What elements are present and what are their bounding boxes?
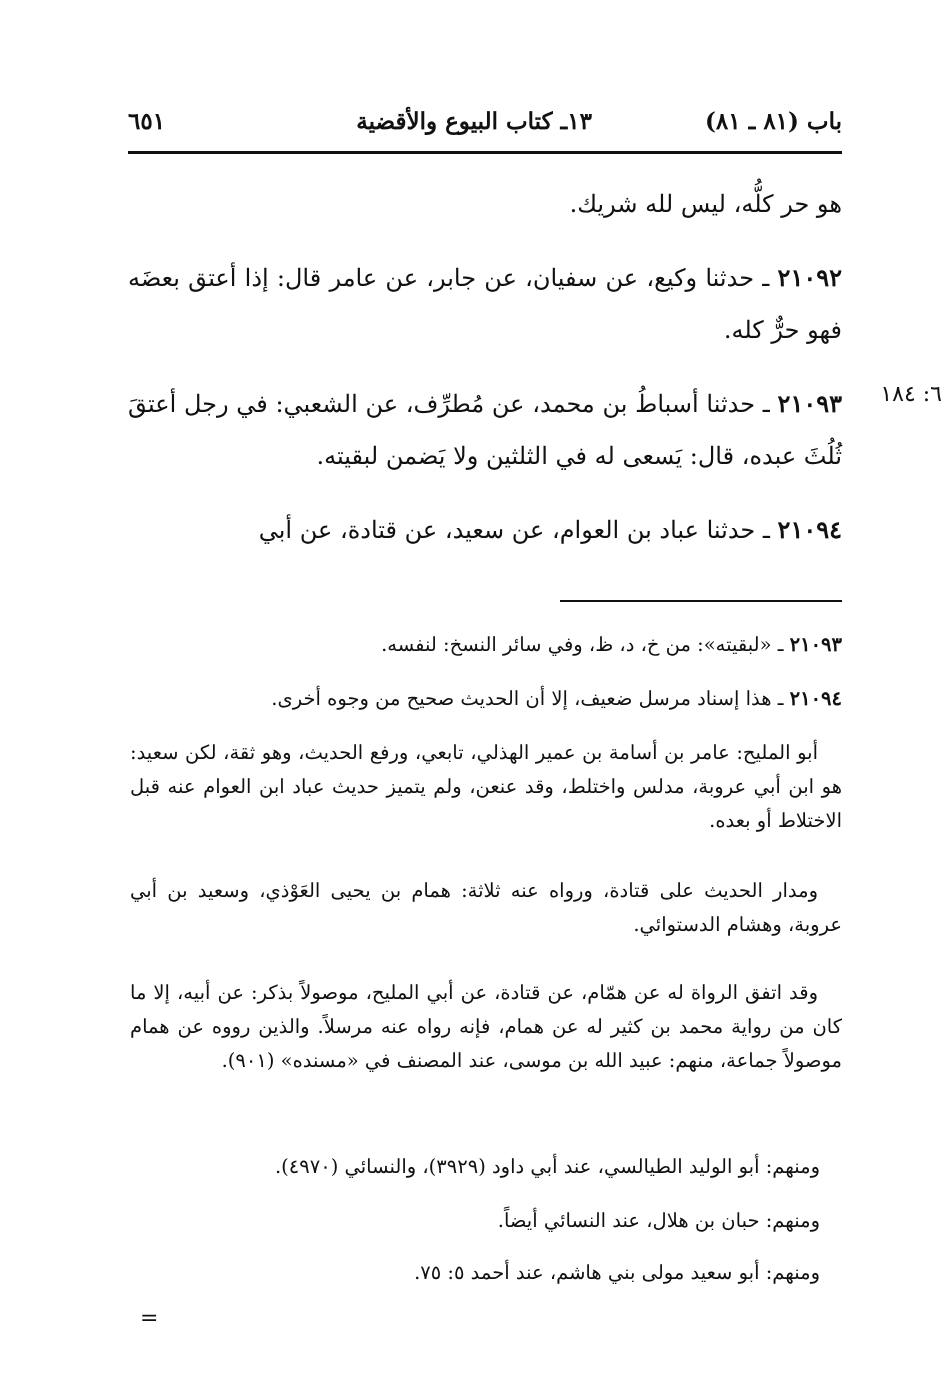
footnote-text: ـ هذا إسناد مرسل ضعيف، إلا أن الحديث صحيح من وجوه أخرى. [271, 687, 790, 710]
margin-reference: ٦: ١٨٤ [880, 382, 942, 407]
footnote-text: ـ «لبقيته»: من خ، د، ظ، وفي سائر النسخ: لنفسه. [381, 633, 790, 656]
footnote-paragraph: ومنهم: أبو الوليد الطيالسي، عند أبي داود (٣٩٢٩)، والنسائي (٤٩٧٠). [274, 1155, 820, 1178]
footnote-paragraph: ومدار الحديث على قتادة، ورواه عنه ثلاثة: همام بن يحيى العَوْذي، وسعيد بن أبي عروبة، وهشام الدستوائي. [130, 879, 842, 936]
running-header [128, 104, 842, 148]
main-paragraph-1 [128, 178, 842, 230]
footnote-divider [560, 600, 842, 602]
continuation-mark: = [140, 1306, 159, 1331]
hadith-21092 [128, 252, 842, 356]
hadith-number: ٢١٠٩٢ [777, 263, 842, 292]
footnote-paragraph: ومنهم: أبو سعيد مولى بني هاشم، عند أحمد ٥: ٧٥. [414, 1261, 820, 1284]
header-book-title: ١٣ـ كتاب البيوع والأقضية [356, 108, 592, 135]
footnote-number: ٢١٠٩٣ [789, 633, 842, 656]
header-divider [128, 151, 842, 154]
hadith-21094 [128, 504, 842, 556]
hadith-text: ـ حدثنا وكيع، عن سفيان، عن جابر، عن عامر قال: إذا أعتق بعضَه فهو حرٌّ كله. [128, 264, 842, 344]
paragraph-text: هو حر كلُّه، ليس لله شريك. [569, 190, 842, 218]
footnote-21094 [130, 682, 842, 716]
hadith-text: ـ حدثنا عباد بن العوام، عن سعيد، عن قتادة، عن أبي [258, 516, 778, 544]
footnote-paragraph: أبو المليح: عامر بن أسامة بن عمير الهذلي، تابعي، ورفع الحديث، وهو ثقة، لكن سعيد: هو ابن أبي عروبة، مدلس واختلط، وقد عنعن، ولم يتميز حديث عباد ابن العوام عنه قبل الاختلاط أو بعده. [130, 741, 842, 832]
page-number: ٦٥١ [128, 108, 166, 135]
hadith-number: ٢١٠٩٤ [777, 515, 842, 544]
footnote-21093 [130, 628, 842, 662]
header-chapter: باب (٨١ ـ ٨١) [704, 108, 842, 135]
footnote-number: ٢١٠٩٤ [789, 687, 842, 710]
hadith-21093 [128, 378, 842, 482]
hadith-text: ـ حدثنا أسباطُ بن محمد، عن مُطرِّف، عن الشعبي: في رجل أعتقَ ثُلُثَ عبده، قال: يَسعى له في الثلثين ولا يَضمن لبقيته. [128, 390, 842, 470]
footnote-paragraph: ومنهم: حبان بن هلال، عند النسائي أيضاً. [497, 1209, 820, 1232]
hadith-number: ٢١٠٩٣ [777, 389, 842, 418]
footnote-paragraph: وقد اتفق الرواة له عن همّام، عن قتادة، عن أبي المليح، موصولاً بذكر: عن أبيه، إلا ما كان من رواية محمد بن كثير له عن همام، فإنه رواه عنه مرسلاً. والذين رووه عن همام موصولاً جماعة، منهم: عبيد الله بن موسى، عند المصنف في «مسنده» (٩٠١). [130, 981, 842, 1072]
